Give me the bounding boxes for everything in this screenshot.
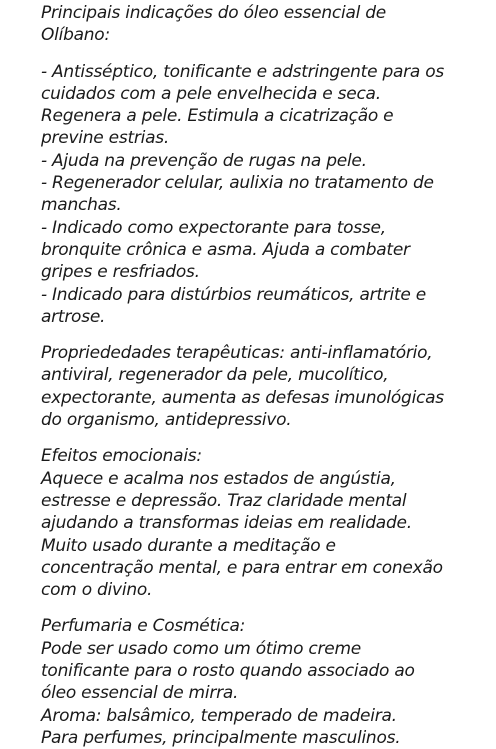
- text-line: com o divino.: [41, 580, 153, 601]
- intro-paragraph: [41, 2, 491, 47]
- text-line: - Antisséptico, tonificante e adstringente para os: [41, 61, 444, 82]
- text-line: concentração mental, e para entrar em conexão: [41, 557, 443, 578]
- text-line: Muito usado durante a meditação e: [41, 535, 336, 556]
- text-line: bronquite crônica e asma. Ajuda a combater: [41, 239, 410, 260]
- text-line: Aroma: balsâmico, temperado de madeira.: [41, 705, 397, 726]
- text-line: do organismo, antidepressivo.: [41, 410, 292, 431]
- text-line: gripes e resfriados.: [41, 262, 200, 283]
- text-line: tonificante para o rosto quando associado ao: [41, 661, 415, 682]
- paragraph-spacer: [41, 47, 491, 61]
- text-line: Regenera a pele. Estimula a cicatrização e: [41, 106, 394, 127]
- text-line: Perfumaria e Cosmética:: [41, 616, 246, 637]
- text-line: Propriededades terapêuticas: anti-inflamatório,: [41, 343, 433, 364]
- text-line: previne estrias.: [41, 128, 170, 149]
- paragraph-spacer: [41, 601, 491, 615]
- text-line: expectorante, aumenta as defesas imunológicas: [41, 387, 444, 408]
- perfumery-paragraph: [41, 615, 491, 749]
- text-line: artrose.: [41, 306, 106, 327]
- text-line: óleo essencial de mirra.: [41, 683, 239, 704]
- text-line: - Indicado para distúrbios reumáticos, artrite e: [41, 284, 426, 305]
- text-line: ajudando a transformas ideias em realidade.: [41, 513, 412, 534]
- text-line: manchas.: [41, 195, 122, 216]
- text-line: antiviral, regenerador da pele, mucolítico,: [41, 365, 389, 386]
- indications-paragraph: [41, 61, 491, 329]
- text-line: Principais indicações do óleo essencial de: [41, 3, 386, 23]
- paragraph-spacer: [41, 431, 491, 445]
- text-line: - Regenerador celular, aulixia no tratamento de: [41, 173, 434, 194]
- text-line: Aquece e acalma nos estados de angústia,: [41, 468, 396, 489]
- document-body: [41, 2, 491, 749]
- text-line: - Indicado como expectorante para tosse,: [41, 217, 386, 238]
- text-line: Olíbano:: [41, 25, 110, 46]
- properties-paragraph: [41, 342, 491, 431]
- emotional-effects-paragraph: [41, 445, 491, 601]
- text-line: Para perfumes, principalmente masculinos.: [41, 727, 401, 748]
- text-line: Pode ser usado como um ótimo creme: [41, 638, 361, 659]
- text-line: cuidados com a pele envelhecida e seca.: [41, 83, 381, 104]
- text-line: Efeitos emocionais:: [41, 446, 202, 467]
- text-line: estresse e depressão. Traz claridade mental: [41, 490, 407, 511]
- text-line: - Ajuda na prevenção de rugas na pele.: [41, 150, 367, 171]
- paragraph-spacer: [41, 328, 491, 342]
